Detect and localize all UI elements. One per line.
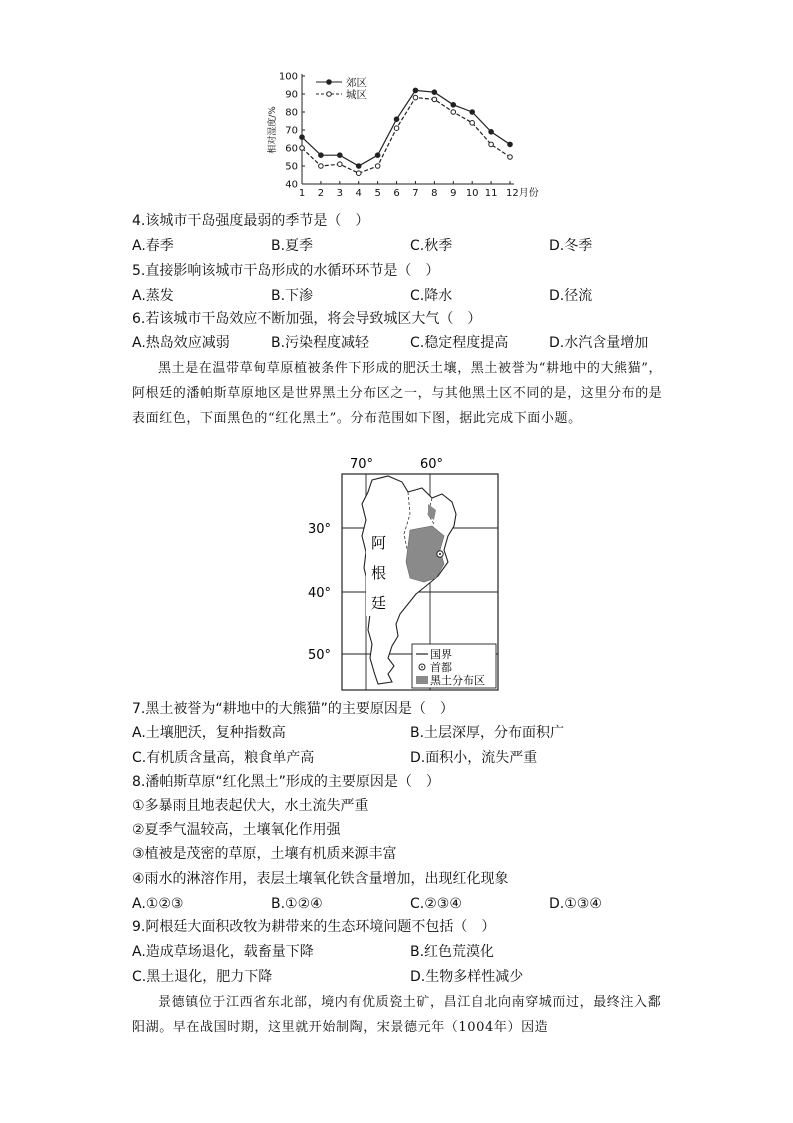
q4-stem: 4.该城市干岛强度最弱的季节是（ ） bbox=[132, 213, 370, 229]
q7-option-a: A.土壤肥沃，复种指数高 bbox=[132, 725, 286, 741]
series-2-point bbox=[451, 110, 456, 115]
y-axis-label: 相对湿度/% bbox=[268, 106, 278, 154]
passage-black-soil-text: 黑土是在温带草甸草原植被条件下形成的肥沃土壤，黑土被誉为“耕地中的大熊猫”，阿根廷的潘帕斯草原地区是世界黑土分布区之一，与其他黑土区不同的是，这里分布的是表面红色，下面黑色的“红化黑土”。分布范围如下图，据此完成下面小题。 bbox=[132, 361, 663, 426]
series-1-point bbox=[508, 142, 513, 147]
q9-option-d: D.生物多样性减少 bbox=[410, 969, 524, 985]
series-2-point bbox=[489, 142, 494, 147]
y-tick-label: 90 bbox=[285, 89, 298, 101]
x-tick-label: 9 bbox=[450, 188, 457, 199]
q8-item-2: ②夏季气温较高，土壤氧化作用强 bbox=[132, 822, 341, 838]
q9-stem: 9.阿根廷大面积改牧为耕带来的生态环境问题不包括（ ） bbox=[132, 919, 496, 935]
series-line-2 bbox=[302, 98, 510, 174]
passage-jingdezhen bbox=[132, 990, 672, 1040]
humidity-line-chart bbox=[262, 66, 552, 202]
q5-option-d: D.径流 bbox=[549, 288, 593, 304]
x-tick-label: 7 bbox=[412, 188, 419, 199]
q4-option-c: C.秋季 bbox=[410, 238, 453, 254]
q7-option-c: C.有机质含量高，粮食单产高 bbox=[132, 750, 315, 766]
series-1-point bbox=[451, 103, 456, 108]
series-2-point bbox=[375, 164, 380, 169]
series-1-point bbox=[394, 117, 399, 122]
q5-option-b: B.下渗 bbox=[271, 288, 314, 304]
q8-option-b: B.①②④ bbox=[271, 896, 323, 912]
x-tick-label: 2 bbox=[317, 188, 325, 199]
map-lat-label-40: 40° bbox=[308, 586, 332, 601]
x-tick-label: 3 bbox=[336, 188, 344, 199]
legend-capital-dot bbox=[421, 666, 423, 668]
x-tick-label: 10 bbox=[465, 188, 479, 199]
q8-option-c: C.②③④ bbox=[410, 896, 462, 912]
series-1-point bbox=[432, 90, 437, 95]
map-lat-label-50: 50° bbox=[308, 648, 332, 663]
legend-marker-2 bbox=[327, 92, 332, 97]
q9-option-c: C.黑土退化，肥力下降 bbox=[132, 969, 273, 985]
q4-option-b: B.夏季 bbox=[271, 238, 314, 254]
q6-option-a: A.热岛效应减弱 bbox=[132, 335, 230, 351]
passage-jingdezhen-text: 景德镇位于江西省东北部，境内有优质瓷土矿，昌江自北向南穿城而过，最终注入鄱阳湖。早在战国时期，这里就开始制陶，宋景德元年（1004年）因造 bbox=[132, 995, 662, 1035]
series-2-point bbox=[432, 97, 437, 102]
q8-option-d: D.①③④ bbox=[549, 896, 602, 912]
series-2-point bbox=[338, 162, 343, 167]
q8-item-3: ③植被是茂密的草原，土壤有机质来源丰富 bbox=[132, 846, 397, 862]
legend-border-label: 国界 bbox=[430, 648, 452, 661]
x-tick-label: 11 bbox=[484, 188, 498, 199]
q6-option-d: D.水汽含量增加 bbox=[549, 335, 649, 351]
legend-soil-symbol bbox=[416, 676, 428, 684]
map-lat-label-30: 30° bbox=[308, 522, 332, 537]
q7-stem: 7.黑土被誉为“耕地中的大熊猫”的主要原因是（ ） bbox=[132, 701, 454, 717]
series-2-point bbox=[356, 171, 361, 176]
legend-soil-label: 黑土分布区 bbox=[430, 674, 485, 687]
y-tick-label: 50 bbox=[285, 161, 298, 173]
country-label-1: 阿 bbox=[371, 534, 387, 552]
y-tick-label: 40 bbox=[285, 179, 298, 191]
series-line-1 bbox=[302, 90, 510, 166]
argentina-map bbox=[308, 454, 506, 694]
x-tick-label: 1 bbox=[298, 188, 306, 199]
map-lon-label-60: 60° bbox=[420, 457, 444, 472]
series-2-point bbox=[319, 164, 324, 169]
series-1-point bbox=[338, 153, 343, 158]
country-label-2: 根 bbox=[371, 564, 387, 582]
x-tick-label: 8 bbox=[431, 188, 438, 199]
q6-option-b: B.污染程度减轻 bbox=[271, 335, 370, 351]
series-2-point bbox=[394, 126, 399, 131]
passage-black-soil bbox=[132, 356, 672, 431]
series-1-point bbox=[356, 164, 361, 169]
q7-option-b: B.土层深厚，分布面积广 bbox=[410, 725, 565, 741]
legend-label-2: 城区 bbox=[346, 89, 367, 101]
country-label-3: 廷 bbox=[371, 594, 387, 612]
series-1-point bbox=[319, 153, 324, 158]
series-2-point bbox=[413, 95, 418, 100]
q5-option-c: C.降水 bbox=[410, 288, 453, 304]
q8-item-4: ④雨水的淋溶作用，表层土壤氧化铁含量增加，出现红化现象 bbox=[132, 871, 509, 887]
series-1-point bbox=[470, 110, 475, 115]
x-tick-label: 5 bbox=[374, 188, 381, 199]
y-tick-label: 70 bbox=[285, 125, 298, 137]
q5-option-a: A.蒸发 bbox=[132, 288, 174, 304]
series-1-point bbox=[413, 88, 418, 93]
q5-stem: 5.直接影响该城市干岛形成的水循环环节是（ ） bbox=[132, 263, 440, 279]
x-tick-label: 6 bbox=[393, 188, 400, 199]
q4-option-d: D.冬季 bbox=[549, 238, 593, 254]
series-1-point bbox=[489, 130, 494, 135]
series-1-point bbox=[375, 153, 380, 158]
series-2-point bbox=[508, 155, 513, 160]
x-tick-label: 12月份 bbox=[506, 188, 539, 199]
q8-option-a: A.①②③ bbox=[132, 896, 184, 912]
x-tick-label: 4 bbox=[355, 188, 362, 199]
y-tick-label: 100 bbox=[278, 71, 298, 83]
y-tick-label: 60 bbox=[285, 143, 298, 155]
q7-option-d: D.面积小，流失严重 bbox=[410, 750, 538, 766]
q6-stem: 6.若该城市干岛效应不断加强，将会导致城区大气（ ） bbox=[132, 311, 482, 327]
series-2-point bbox=[300, 146, 305, 151]
legend-marker-1 bbox=[327, 80, 332, 85]
map-lon-label-70: 70° bbox=[350, 457, 374, 472]
legend-label-1: 郊区 bbox=[346, 77, 367, 89]
q4-option-a: A.春季 bbox=[132, 238, 174, 254]
q8-stem: 8.潘帕斯草原“红化黑土”形成的主要原因是（ ） bbox=[132, 774, 440, 790]
q8-item-1: ①多暴雨且地表起伏大，水土流失严重 bbox=[132, 798, 369, 814]
series-1-point bbox=[300, 135, 305, 140]
legend-capital-label: 首都 bbox=[430, 661, 452, 674]
y-tick-label: 80 bbox=[285, 107, 298, 119]
q9-option-a: A.造成草场退化，载畜量下降 bbox=[132, 944, 314, 960]
q6-option-c: C.稳定程度提高 bbox=[410, 335, 509, 351]
capital-marker-dot bbox=[439, 553, 441, 555]
q9-option-b: B.红色荒漠化 bbox=[410, 944, 495, 960]
series-2-point bbox=[470, 121, 475, 126]
